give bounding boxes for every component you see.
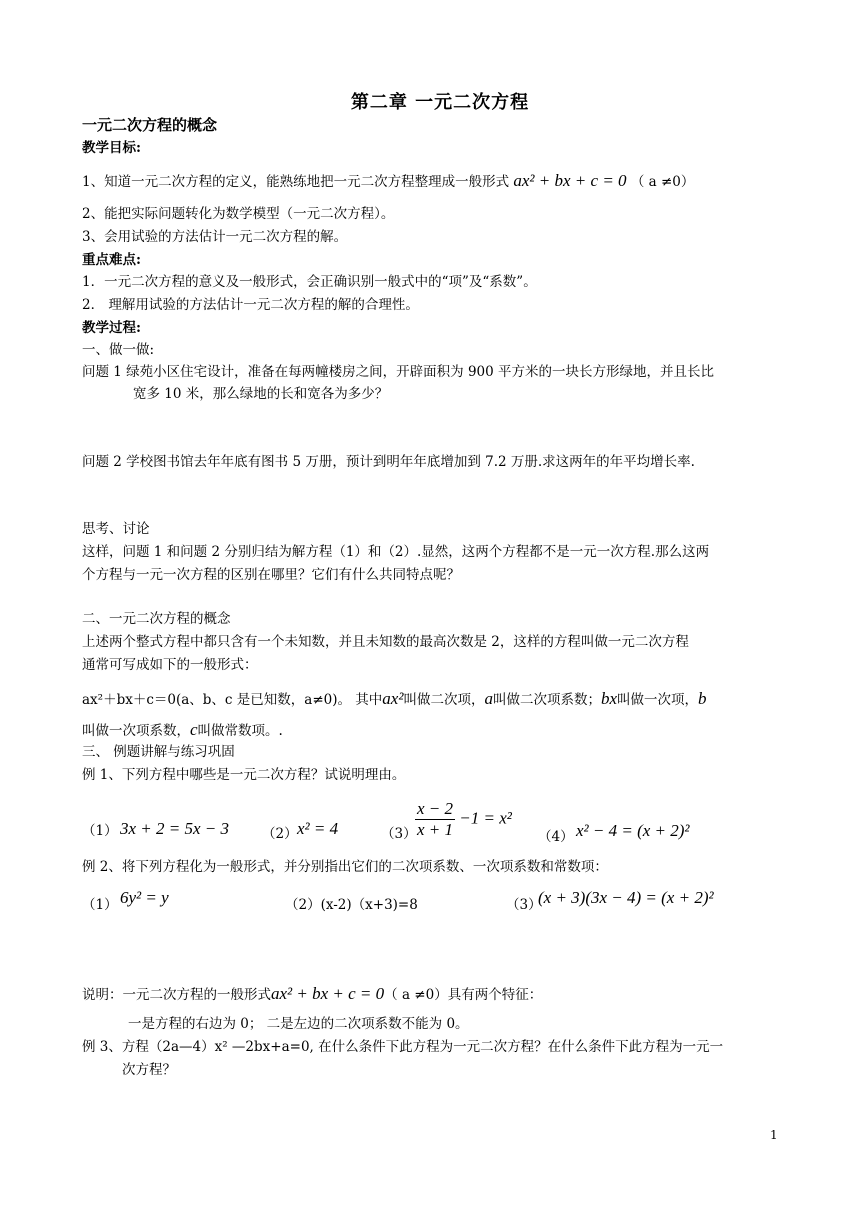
ex1-eq4-label: （4） (538, 829, 574, 845)
goal-item-1: 1、知道一元二次方程的定义，能熟练地把一元二次方程整理成一般形式 ax² + bx + c = 0 （ a ≠0） (82, 171, 695, 190)
page-number: 1 (770, 1128, 778, 1142)
note-line-2: 一是方程的右边为 0； 二是左边的二次项系数不能为 0。 (128, 1016, 469, 1032)
goal-item-2: 2、能把实际问题转化为数学模型（一元二次方程）。 (82, 206, 395, 222)
ex1-eq3: $\frac{x - 2}{x + 1}$ −1 = x² (417, 799, 512, 839)
part3-heading: 三、 例题讲解与练习巩固 (82, 744, 235, 760)
ex1-eq4: x² − 4 = (x + 2)² (576, 821, 690, 840)
example-1: 例 1、下列方程中哪些是一元二次方程？试说明理由。 (82, 767, 406, 783)
note-line-1: 说明：一元二次方程的一般形式ax² + bx + c = 0（ a ≠0）具有两个特征： (82, 984, 543, 1003)
question-1-line-2: 宽多 10 米，那么绿地的长和宽各为多少？ (133, 386, 389, 402)
goal-item-3: 3、会用试验的方法估计一元二次方程的解。 (82, 229, 348, 245)
ex2-eq1: 6y² = y (120, 888, 169, 907)
ex2-eq1-label: （1） (82, 897, 118, 913)
example-3-line-1: 例 3、方程（2a—4）x² —2bx+a=0, 在什么条件下此方程为一元二次方程？在什么条件下此方程为一元一 (82, 1039, 724, 1055)
ex1-eq2-label: （2） (262, 826, 298, 842)
part2-heading: 二、一元二次方程的概念 (82, 611, 231, 627)
question-1-line-1: 问题 1 绿苑小区住宅设计，准备在每两幢楼房之间，开辟面积为 900 平方米的一块长方形绿地，并且长比 (82, 364, 715, 380)
ex1-eq2: x² = 4 (297, 819, 339, 838)
chapter-title: 第二章 一元二次方程 (350, 92, 530, 113)
ex2-eq3: (x + 3)(3x − 4) = (x + 2)² (538, 888, 714, 907)
general-equation: ax² + bx + c = 0 (513, 171, 627, 190)
think-heading: 思考、讨论 (82, 521, 150, 537)
general-form-line-2: 叫做一次项系数，c叫做常数项。. (82, 720, 283, 739)
fraction: $\frac{x - 2}{x + 1}$ (417, 799, 454, 839)
ex1-eq1: 3x + 2 = 5x − 3 (120, 819, 230, 838)
question-2: 问题 2 学校图书馆去年年底有图书 5 万册，预计到明年年底增加到 7.2 万册.求这两年的年平均增长率. (82, 454, 695, 470)
concept-line-2: 通常可写成如下的一般形式： (82, 657, 258, 673)
keypoint-1: 1．一元二次方程的意义及一般形式，会正确识别一般式中的“项”及“系数”。 (82, 274, 537, 290)
section-title: 一元二次方程的概念 (82, 116, 218, 134)
ex2-eq3-label: （3） (506, 897, 542, 913)
goals-heading: 教学目标: (82, 140, 141, 156)
example-2: 例 2、将下列方程化为一般形式，并分别指出它们的二次项系数、一次项系数和常数项： (82, 859, 608, 875)
example-3-line-2: 次方程？ (122, 1062, 176, 1078)
keypoints-heading: 重点难点: (82, 252, 141, 268)
think-line-2: 个方程与一元一次方程的区别在哪里？它们有什么共同特点呢？ (82, 567, 460, 583)
ex2-eq2: （2）(x-2)（x+3)=8 (285, 897, 418, 913)
process-heading: 教学过程: (82, 320, 141, 336)
keypoint-2: 2． 理解用试验的方法估计一元二次方程的解的合理性。 (82, 297, 419, 313)
ex1-eq3-label: （3） (381, 826, 417, 842)
general-form-line: ax²＋bx＋c＝0(a、b、c 是已知数，a≠0)。 其中ax²叫做二次项，a叫做二次项系数；bx叫做一次项，b (82, 689, 707, 708)
think-line-1: 这样，问题 1 和问题 2 分别归结为解方程（1）和（2）.显然，这两个方程都不是一元一次方程.那么这两 (82, 544, 710, 560)
ex1-eq1-label: （1） (82, 823, 118, 839)
concept-line-1: 上述两个整式方程中都只含有一个未知数，并且未知数的最高次数是 2，这样的方程叫做一元二次方程 (82, 634, 689, 650)
part1-heading: 一、做一做: (82, 342, 155, 358)
